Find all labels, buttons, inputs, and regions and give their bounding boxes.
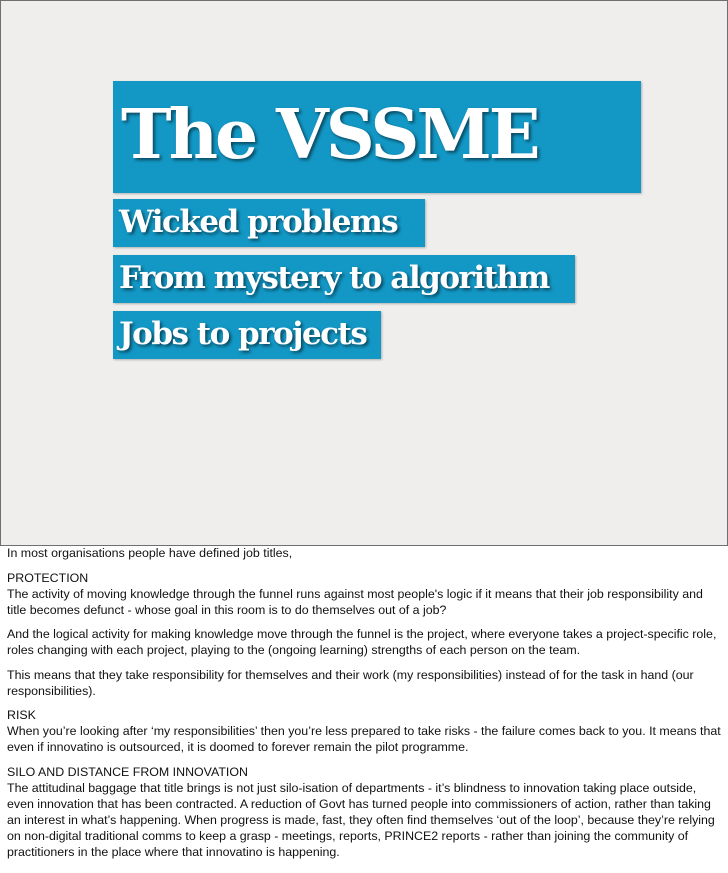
subtitle-wicked-problems: Wicked problems xyxy=(113,199,425,247)
slide-title: The VSSME xyxy=(113,81,641,193)
speaker-notes xyxy=(7,545,723,868)
paragraph-text: The activity of moving knowledge through the funnel runs against most people's logic if it means that their job responsibility and title becomes defunct - whose goal in this room is to do themselves out of a job? xyxy=(7,586,703,617)
section-heading: RISK xyxy=(7,708,36,722)
paragraph-text: When you’re looking after ‘my responsibilities’ then you’re less prepared to take risks - the failure comes back to you. It means that even if innovatino is outsourced, it is doomed to forever remain the pilot programme. xyxy=(7,724,721,754)
subtitle-mystery-to-algorithm: From mystery to algorithm xyxy=(113,255,575,303)
subtitle-jobs-to-projects: Jobs to projects xyxy=(113,311,381,359)
paragraph-text: The attitudinal baggage that title brings is not just silo-isation of departments - it’s blindness to innovation taking place outside, even innovation that has been contracted. A reduction of Govt has turned people into commissioners of action, rather than taking an interest in what’s happening. When progress is made, fast, they often find themselves ‘out of the loop’, because they’re relying on non-digital traditional comms to keep a grasp - meetings, reports, PRINCE2 reports - rather than joining the community of practitioners in the place where that innovatino is happening. xyxy=(7,780,715,859)
notes-paragraph-intro xyxy=(7,545,723,561)
notes-paragraph-project xyxy=(7,626,723,658)
notes-paragraph-responsibility xyxy=(7,667,723,699)
notes-paragraph-protection xyxy=(7,570,723,618)
notes-paragraph-risk xyxy=(7,707,723,755)
section-heading: SILO AND DISTANCE FROM INNOVATION xyxy=(7,764,248,779)
paragraph-text: This means that they take responsibility for themselves and their work (my responsibilities) instead of for the task in hand (our responsibilities). xyxy=(7,667,694,698)
section-heading: PROTECTION xyxy=(7,570,89,585)
paragraph-text: And the logical activity for making knowledge move through the funnel is the project, where everyone takes a project-specific role, roles changing with each project, playing to the (ongoing learning) strengths of each person on the team. xyxy=(7,627,717,657)
paragraph-text: In most organisations people have defined job titles, xyxy=(7,546,293,560)
notes-paragraph-silo xyxy=(7,764,723,860)
